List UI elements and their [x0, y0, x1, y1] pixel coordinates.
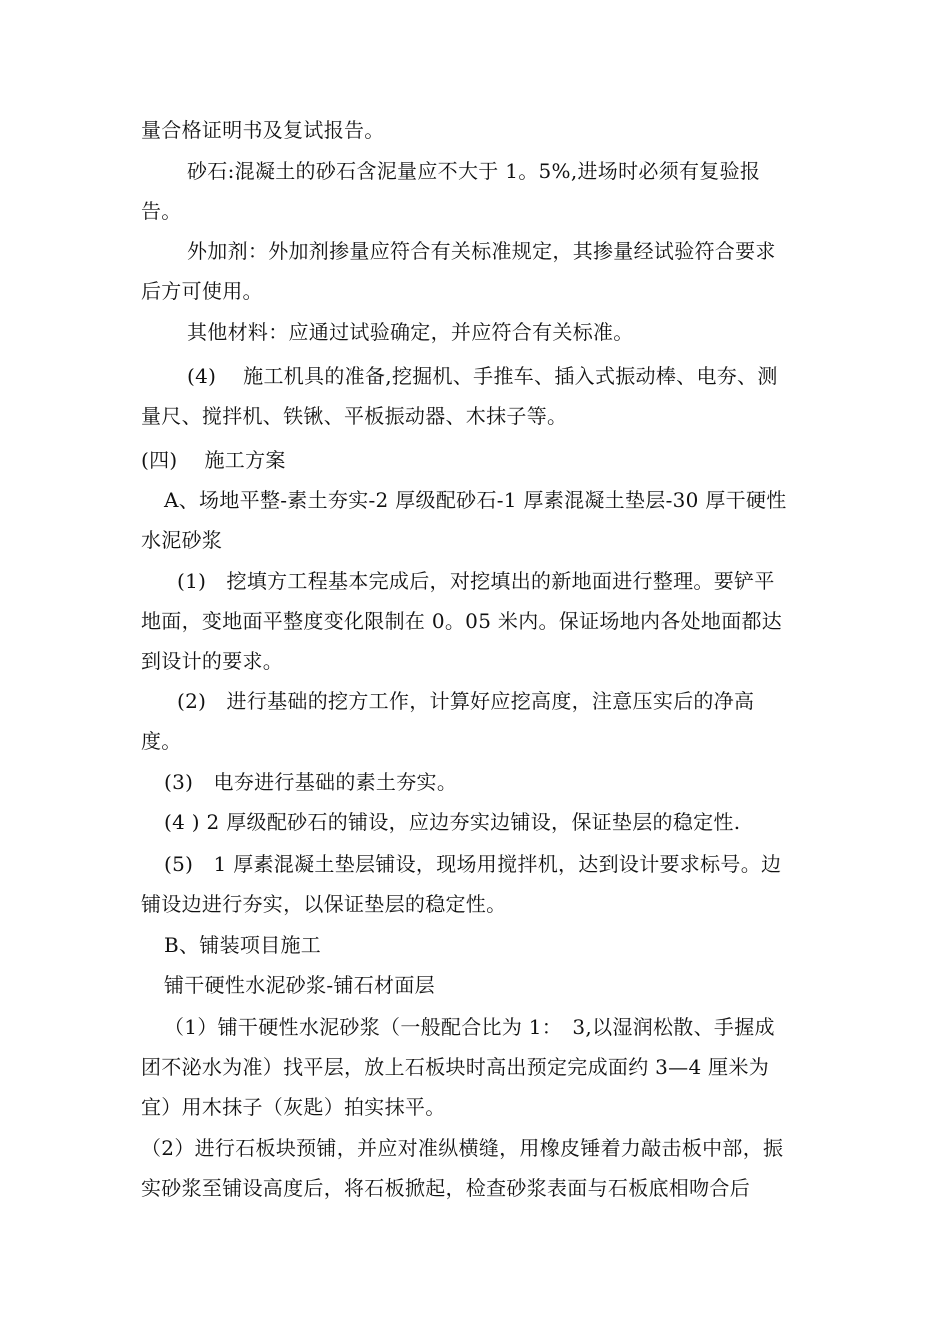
- text-line: 铺设边进行夯实，以保证垫层的稳定性。: [141, 892, 507, 916]
- text-line: 地面，变地面平整度变化限制在 0。05 米内。保证场地内各处地面都达: [141, 609, 783, 633]
- text-line: (4) 施工机具的准备,挖掘机、手推车、插入式振动棒、电夯、测: [187, 364, 778, 388]
- text-line: (3) 电夯进行基础的素土夯实。: [164, 770, 458, 794]
- text-line: 水泥砂浆: [141, 528, 223, 552]
- text-line: 团不泌水为准）找平层，放上石板块时高出预定完成面约 3—4 厘米为: [141, 1055, 770, 1079]
- section-heading: B、铺装项目施工: [164, 933, 322, 957]
- text-line: (2) 进行基础的挖方工作，计算好应挖高度，注意压实后的净高: [177, 689, 755, 713]
- text-line: 砂石:混凝土的砂石含泥量应不大于 1。5%,进场时必须有复验报: [187, 159, 761, 183]
- text-line: 量尺、搅拌机、铁锹、平板振动器、木抹子等。: [141, 404, 568, 428]
- text-line: 实砂浆至铺设高度后，将石板掀起，检查砂浆表面与石板底相吻合后: [141, 1176, 750, 1200]
- text-line: 外加剂：外加剂掺量应符合有关标准规定，其掺量经试验符合要求: [187, 239, 776, 263]
- text-line: 到设计的要求。: [141, 649, 284, 673]
- text-line: 后方可使用。: [141, 279, 263, 303]
- text-line: （2）进行石板块预铺，并应对准纵横缝，用橡皮锤着力敲击板中部，振: [141, 1136, 784, 1160]
- text-line: 告。: [141, 199, 182, 223]
- text-line: 量合格证明书及复试报告。: [141, 118, 385, 142]
- text-line: 铺干硬性水泥砂浆-铺石材面层: [164, 973, 435, 997]
- text-line: (4 ) 2 厚级配砂石的铺设，应边夯实边铺设，保证垫层的稳定性.: [164, 810, 741, 834]
- section-heading: (四) 施工方案: [141, 448, 286, 472]
- text-line: A、场地平整-素土夯实-2 厚级配砂石-1 厚素混凝土垫层-30 厚干硬性: [164, 488, 787, 512]
- text-line: （1）铺干硬性水泥砂浆（一般配合比为 1： 3,以湿润松散、手握成: [164, 1015, 775, 1039]
- text-line: (1) 挖填方工程基本完成后，对挖填出的新地面进行整理。要铲平: [177, 569, 775, 593]
- text-line: (5) 1 厚素混凝土垫层铺设，现场用搅拌机，达到设计要求标号。边: [164, 852, 782, 876]
- text-line: 其他材料：应通过试验确定，并应符合有关标准。: [187, 320, 634, 344]
- text-line: 宜）用木抹子（灰匙）拍实抹平。: [141, 1095, 446, 1119]
- text-line: 度。: [141, 729, 182, 753]
